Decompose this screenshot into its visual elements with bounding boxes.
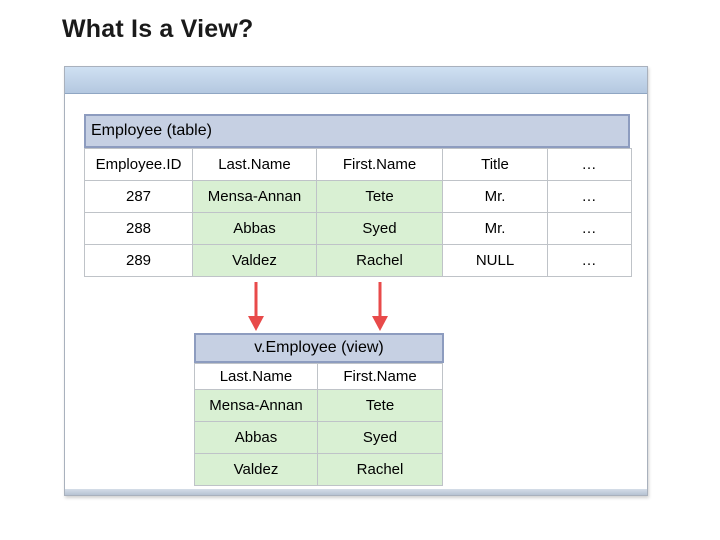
column-header-employee-id: Employee.ID — [85, 149, 193, 181]
column-header-last-name: Last.Name — [193, 149, 317, 181]
cell-more: … — [548, 213, 632, 245]
table-row — [85, 245, 632, 277]
column-header-more: … — [548, 149, 632, 181]
view-cell-first-name: Rachel — [318, 454, 443, 486]
table-header-row — [195, 364, 443, 390]
cell-more: … — [548, 245, 632, 277]
table-row — [85, 213, 632, 245]
view-cell-last-name: Valdez — [195, 454, 318, 486]
panel-footer-bar — [65, 489, 647, 495]
view-table-caption: v.Employee (view) — [194, 333, 444, 363]
table-row — [195, 454, 443, 486]
cell-last-name: Valdez — [193, 245, 317, 277]
panel-header-bar — [65, 67, 647, 94]
view-cell-first-name: Syed — [318, 422, 443, 454]
cell-title: NULL — [443, 245, 548, 277]
column-header-title: Title — [443, 149, 548, 181]
cell-employee-id: 288 — [85, 213, 193, 245]
cell-last-name: Abbas — [193, 213, 317, 245]
column-header-first-name: First.Name — [317, 149, 443, 181]
cell-first-name: Syed — [317, 213, 443, 245]
employee-table-caption: Employee (table) — [84, 114, 630, 148]
cell-employee-id: 289 — [85, 245, 193, 277]
slide-title: What Is a View? — [62, 15, 254, 43]
view-cell-first-name: Tete — [318, 390, 443, 422]
view-column-header-first-name: First.Name — [318, 364, 443, 390]
table-row — [85, 181, 632, 213]
cell-more: … — [548, 181, 632, 213]
cell-last-name: Mensa-Annan — [193, 181, 317, 213]
table-header-row — [85, 149, 632, 181]
cell-title: Mr. — [443, 213, 548, 245]
view-cell-last-name: Abbas — [195, 422, 318, 454]
table-row — [195, 390, 443, 422]
cell-title: Mr. — [443, 181, 548, 213]
table-row — [195, 422, 443, 454]
view-table — [194, 363, 443, 486]
cell-employee-id: 287 — [85, 181, 193, 213]
employee-table — [84, 148, 632, 277]
view-cell-last-name: Mensa-Annan — [195, 390, 318, 422]
cell-first-name: Rachel — [317, 245, 443, 277]
view-column-header-last-name: Last.Name — [195, 364, 318, 390]
cell-first-name: Tete — [317, 181, 443, 213]
